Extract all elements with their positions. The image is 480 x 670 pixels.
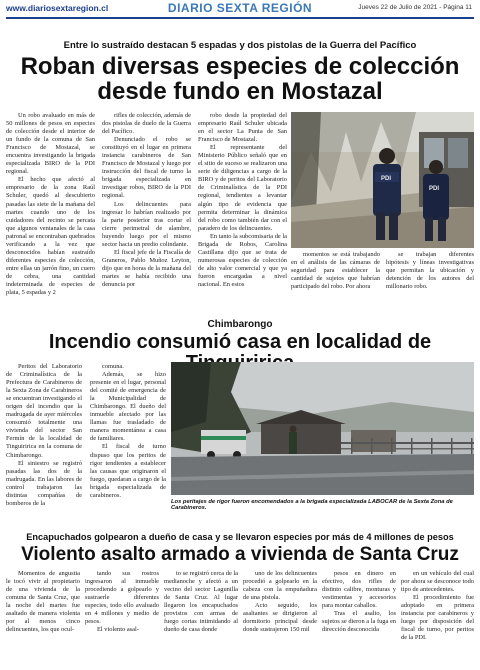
story3-column-3: to se registró cerca de la medianoche y afectó a un vecino del sector Lagunilla de Santa Cruz. Al lugar llegaron los encapuchados provistos con armas de fuego cortas intimidando al dueño de casa donde <box>164 570 238 634</box>
story1-column-4: momentos se está trabajando en el análisis de las cámaras de seguridad para establecer la cantidad de sujetos que habrían participado del robo. Por ahora <box>291 251 380 291</box>
story2-headline: Incendio consumió casa en localidad de <box>48 331 432 353</box>
story3-headline: Violento asalto armado a vivienda de Santa Cruz <box>21 544 459 565</box>
story1-headline-line2: desde fundo en Mostazal <box>97 78 383 105</box>
svg-text:PDI: PDI <box>381 176 392 182</box>
section-title: DIARIO SEXTA REGIÓN <box>167 1 313 15</box>
story1-column-1: Un robo avaluado en más de 50 millones de pesos en especies de colección desde el interior de un fundo de la comuna de San Francisco de Mostazal, se encuentra investigando la brigada especializada BIRO de la PDI regional. El hecho que afectó al empresario de la zona Raúl Schuler, quedó al descubierto pasadas las siete de la mañana del martes cuando uno de los cuidadores del recinto se percata que algunos ventanales de la casa patronal se encontraban quebrados verificando a la vez que desconocidos habían sustraído diferentes especies de colección, entre ellas un jarrón fino, un cuero de cebra, una cantidad indeterminada de especies de plata, 5 espadas y 2 <box>6 112 95 297</box>
svg-text:PDI: PDI <box>429 186 440 192</box>
story3-column-2: tando sus rostros ingresaron al inmueble procediendo a golpearlo y sustraerle diferentes especies, todo ello avaluado en 4 millones y medio de pesos. El violento asal- <box>85 570 159 634</box>
story1-column-2: rifles de colección, además de dos pistolas de duelo de la Guerra del Pacífico. Denunciado el robo se constituyó en el lugar en primera instancia carabineros de San Francisco de Mostazal y luego por instrucción del fiscal de turno la brigada especializada en investigar robos, BIRO de la PDI regional. Los delincuentes para ingresar lo habrían realizado por la parte posterior tras cortar el cierre perimetral de alambre, huyendo luego por el mismo sector hacia un predio colindante. El fiscal jefe de la Fiscalía de Graneros, Pablo Muñoz Leyton, dijo que en horas de la mañana del martes se había recibido una denuncia por <box>102 112 191 288</box>
story1-kicker: Entre lo sustraído destacan 5 espadas y dos pistolas de la Guerra del Pacífico <box>63 40 417 51</box>
story2-photo-fire-scene <box>171 362 474 495</box>
story3-column-6: en un vehículo del cual por ahora se desconoce todo tipo de antecedentes. El procedimiento fue adoptado en primera instancia por carabineros y luego por disposición del fiscal de turno, por peritos de la PDI. <box>401 570 474 642</box>
masthead-rule <box>6 17 474 19</box>
story1-headline-line1: Roban diversas especies de colección <box>20 53 460 80</box>
story3-kicker: Encapuchados golpearon a dueño de casa y se llevaron especies por más de 4 millones de pesos <box>26 532 454 542</box>
story3-column-5: pesos en dinero en efectivo, dos rifles de distinto calibre, monturas y vestimentas y accesorios para montar caballos. Tras el asalto, los sujetos se dieron a la fuga en dirección desconocida <box>322 570 396 634</box>
story2-column-2: comuna. Además, se hizo presente en el lugar, personal del comité de emergencia de la Municipalidad de Chimbarongo. El dueño del inmueble afectado por las llamas fue trasladado de manera momentánea a casa de familiares. El fiscal de turno dispuso que los peritos de rigor tendientes a establecer las causas que originaron el fuego, quedaran a cargo de la brigada especializada de carabineros. <box>90 363 166 499</box>
story3-column-1: Momentos de angustia le tocó vivir al propietario de una vivienda de la comuna de Santa Cruz, que la noche del martes fue asaltado de manera violenta por al menos cinco delincuentes, los que ocul- <box>6 570 80 634</box>
story3-column-4: uno de los delincuentes procedió a golpearlo en la cabeza con la empuñadura de una pistola. Acto seguido, los asaltantes se dirigieron al dormitorio principal desde donde sustrajeron 150 mil <box>243 570 317 634</box>
story1-column-3: robo desde la propiedad del empresario Raúl Schuler ubicada en el sector La Punta de San Francisco de Mostazal. El representante del Ministerio Público señaló que en el sitio de suceso se realizaron una serie de diligencias a cargo de la BIRO y de peritos del Laboratorio de Criminalística de la PDI regional, tendientes a levantar algún tipo de evidencia que permita determinar la dinámica del robo como también dar con el paradero de los delincuentes. En tanto la subcomisaria de la Brigada de Robos, Carolina Castillana dijo que se trata de numerosas especies de colección de alto valor comercial y que ya fueron encargadas a nivel nacional. En estos <box>198 112 287 288</box>
story2-column-1: Peritos del Laboratorio de Criminalística de la Prefectura de Carabineros de la Sexta Zona de Carabineros se encuentran investigando el origen del incendio que la madrugada de ayer miércoles consumió totalmente una vivienda del sector San Fermín de la localidad de Tinguiririca en la comuna de Chimbarongo. El siniestro se registró pasadas las dos de la madrugada. En las labores de control trabajaron las distintas compañías de bomberos de la <box>6 363 82 507</box>
site-url[interactable]: www.diariosextaregion.cl <box>6 3 109 13</box>
story1-photo-pdi-officers <box>291 112 474 248</box>
masthead <box>0 0 480 17</box>
issue-date: Jueves 22 de Julio de 2021 - Página 11 <box>358 4 472 11</box>
story2-kicker: Chimbarongo <box>207 319 273 330</box>
story1-column-5: se trabajan diferentes hipótesis y líneas investigativas que permitan la ubicación y detención de los autores del millonario robo. <box>386 251 474 291</box>
story2-photo-caption: Los peritajes de rigor fueron encomendados a la brigada especializada LABOCAR de la Sexta Zona de Carabineros. <box>171 499 453 511</box>
